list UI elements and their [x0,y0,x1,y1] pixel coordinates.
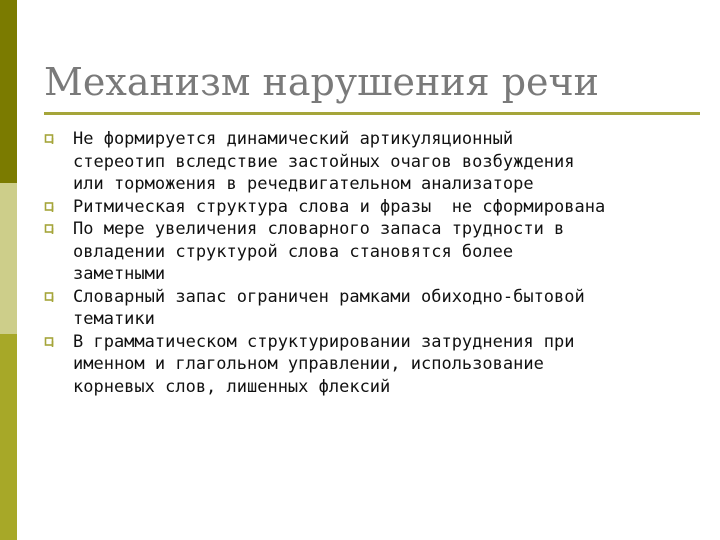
slide-title: Механизм нарушения речи [44,60,599,104]
bullet-item [44,286,704,331]
square-bullet-icon [44,134,58,145]
bullet-item [44,128,704,196]
square-bullet-icon [44,202,58,213]
bullet-list [44,128,704,398]
bullet-text: По мере увеличения словарного запаса трудности в овладении структурой слова становятся более заметными [73,219,565,284]
sidebar-decoration [0,0,17,540]
bullet-text: Ритмическая структура слова и фразы не сформирована [73,196,606,217]
title-underline [44,112,700,115]
bullet-item [44,331,704,399]
square-bullet-icon [44,224,58,235]
bullet-item [44,196,704,219]
sidebar-segment-top [0,0,17,183]
square-bullet-icon [44,292,58,303]
bullet-item [44,218,704,286]
sidebar-segment-bottom [0,334,17,540]
bullet-text: Не формируется динамический артикуляционный стереотип вследствие застойных очагов возбуждения или торможения в речедвигательном анализаторе [73,129,575,194]
bullet-text: Словарный запас ограничен рамками обиходно-бытовой тематики [73,286,585,329]
sidebar-segment-middle [0,183,17,334]
bullet-text: В грамматическом структурировании затруднения при именном и глагольном управлении, использование корневых слов, лишенных флексий [73,331,575,397]
square-bullet-icon [44,337,58,348]
